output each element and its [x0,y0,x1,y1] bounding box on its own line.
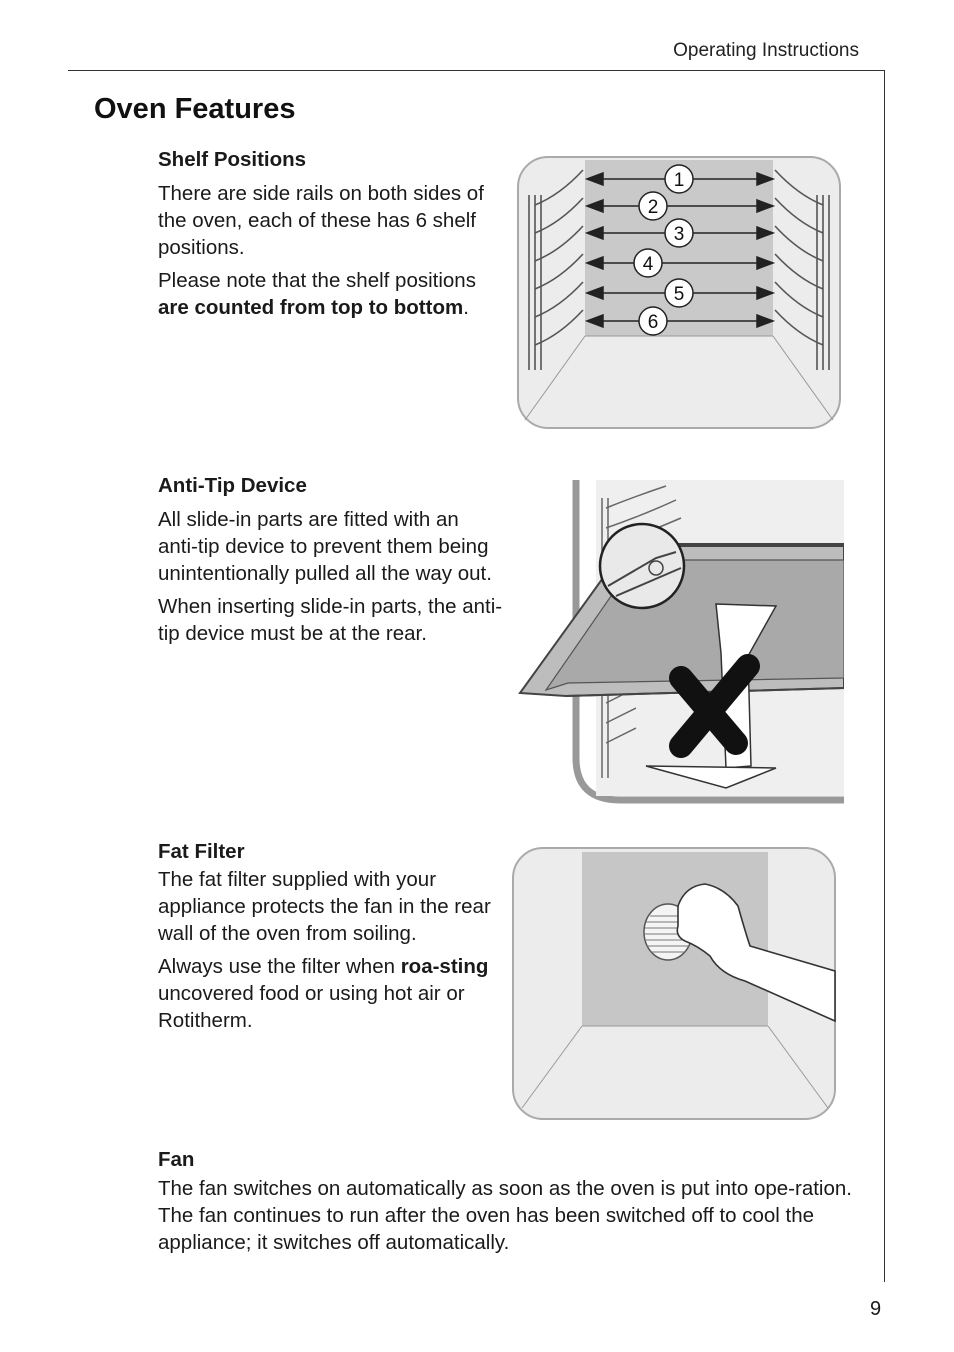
section-fan [158,1146,863,1262]
text-run: Please note that the shelf positions [158,269,476,292]
section-heading: Fan [158,1148,195,1171]
page-title: Oven Features [94,93,296,125]
section-heading: Anti-Tip Device [158,474,307,497]
paragraph: There are side rails on both sides of the oven, each of these has 6 shelf positions. [158,182,484,259]
section-shelf-positions [158,146,503,327]
paragraph [158,953,503,1034]
section-heading: Fat Filter [158,840,245,863]
shelf-label-3: 3 [673,224,685,245]
anti-tip-figure [516,478,844,806]
header-rule [68,70,885,71]
paragraph: The fan switches on automatically as soon as the oven is put into ope-ration. The fan continues to run after the oven has been switched off to cool the appliance; it switches off automatically. [158,1177,852,1254]
fat-filter-figure [510,846,838,1122]
bold-text-run: are counted from top to bottom [158,296,464,319]
text-run: . [463,296,469,319]
shelf-positions-figure [515,155,843,431]
margin-rule [884,70,885,1282]
section-heading: Shelf Positions [158,148,307,171]
bold-text-run: roa-sting [400,955,489,978]
shelf-label-2: 2 [647,197,659,218]
text-run: Always use the filter when [158,955,401,978]
section-fat-filter [158,838,503,1040]
running-header: Operating Instructions [673,40,859,61]
paragraph: All slide-in parts are fitted with an anti-tip device to prevent them being unintentionally pulled all the way out. [158,508,492,585]
section-anti-tip-device [158,472,503,653]
paragraph: The fat filter supplied with your appliance protects the fan in the rear wall of the oven from soiling. [158,868,491,945]
shelf-label-6: 6 [647,312,659,333]
page-number: 9 [870,1298,882,1320]
paragraph: When inserting slide-in parts, the anti-tip device must be at the rear. [158,595,503,645]
text-run: uncovered food or using hot air or Rotitherm. [158,982,465,1032]
shelf-label-4: 4 [642,254,654,275]
shelf-label-1: 1 [673,170,685,191]
paragraph [158,267,503,321]
shelf-label-5: 5 [673,284,685,305]
